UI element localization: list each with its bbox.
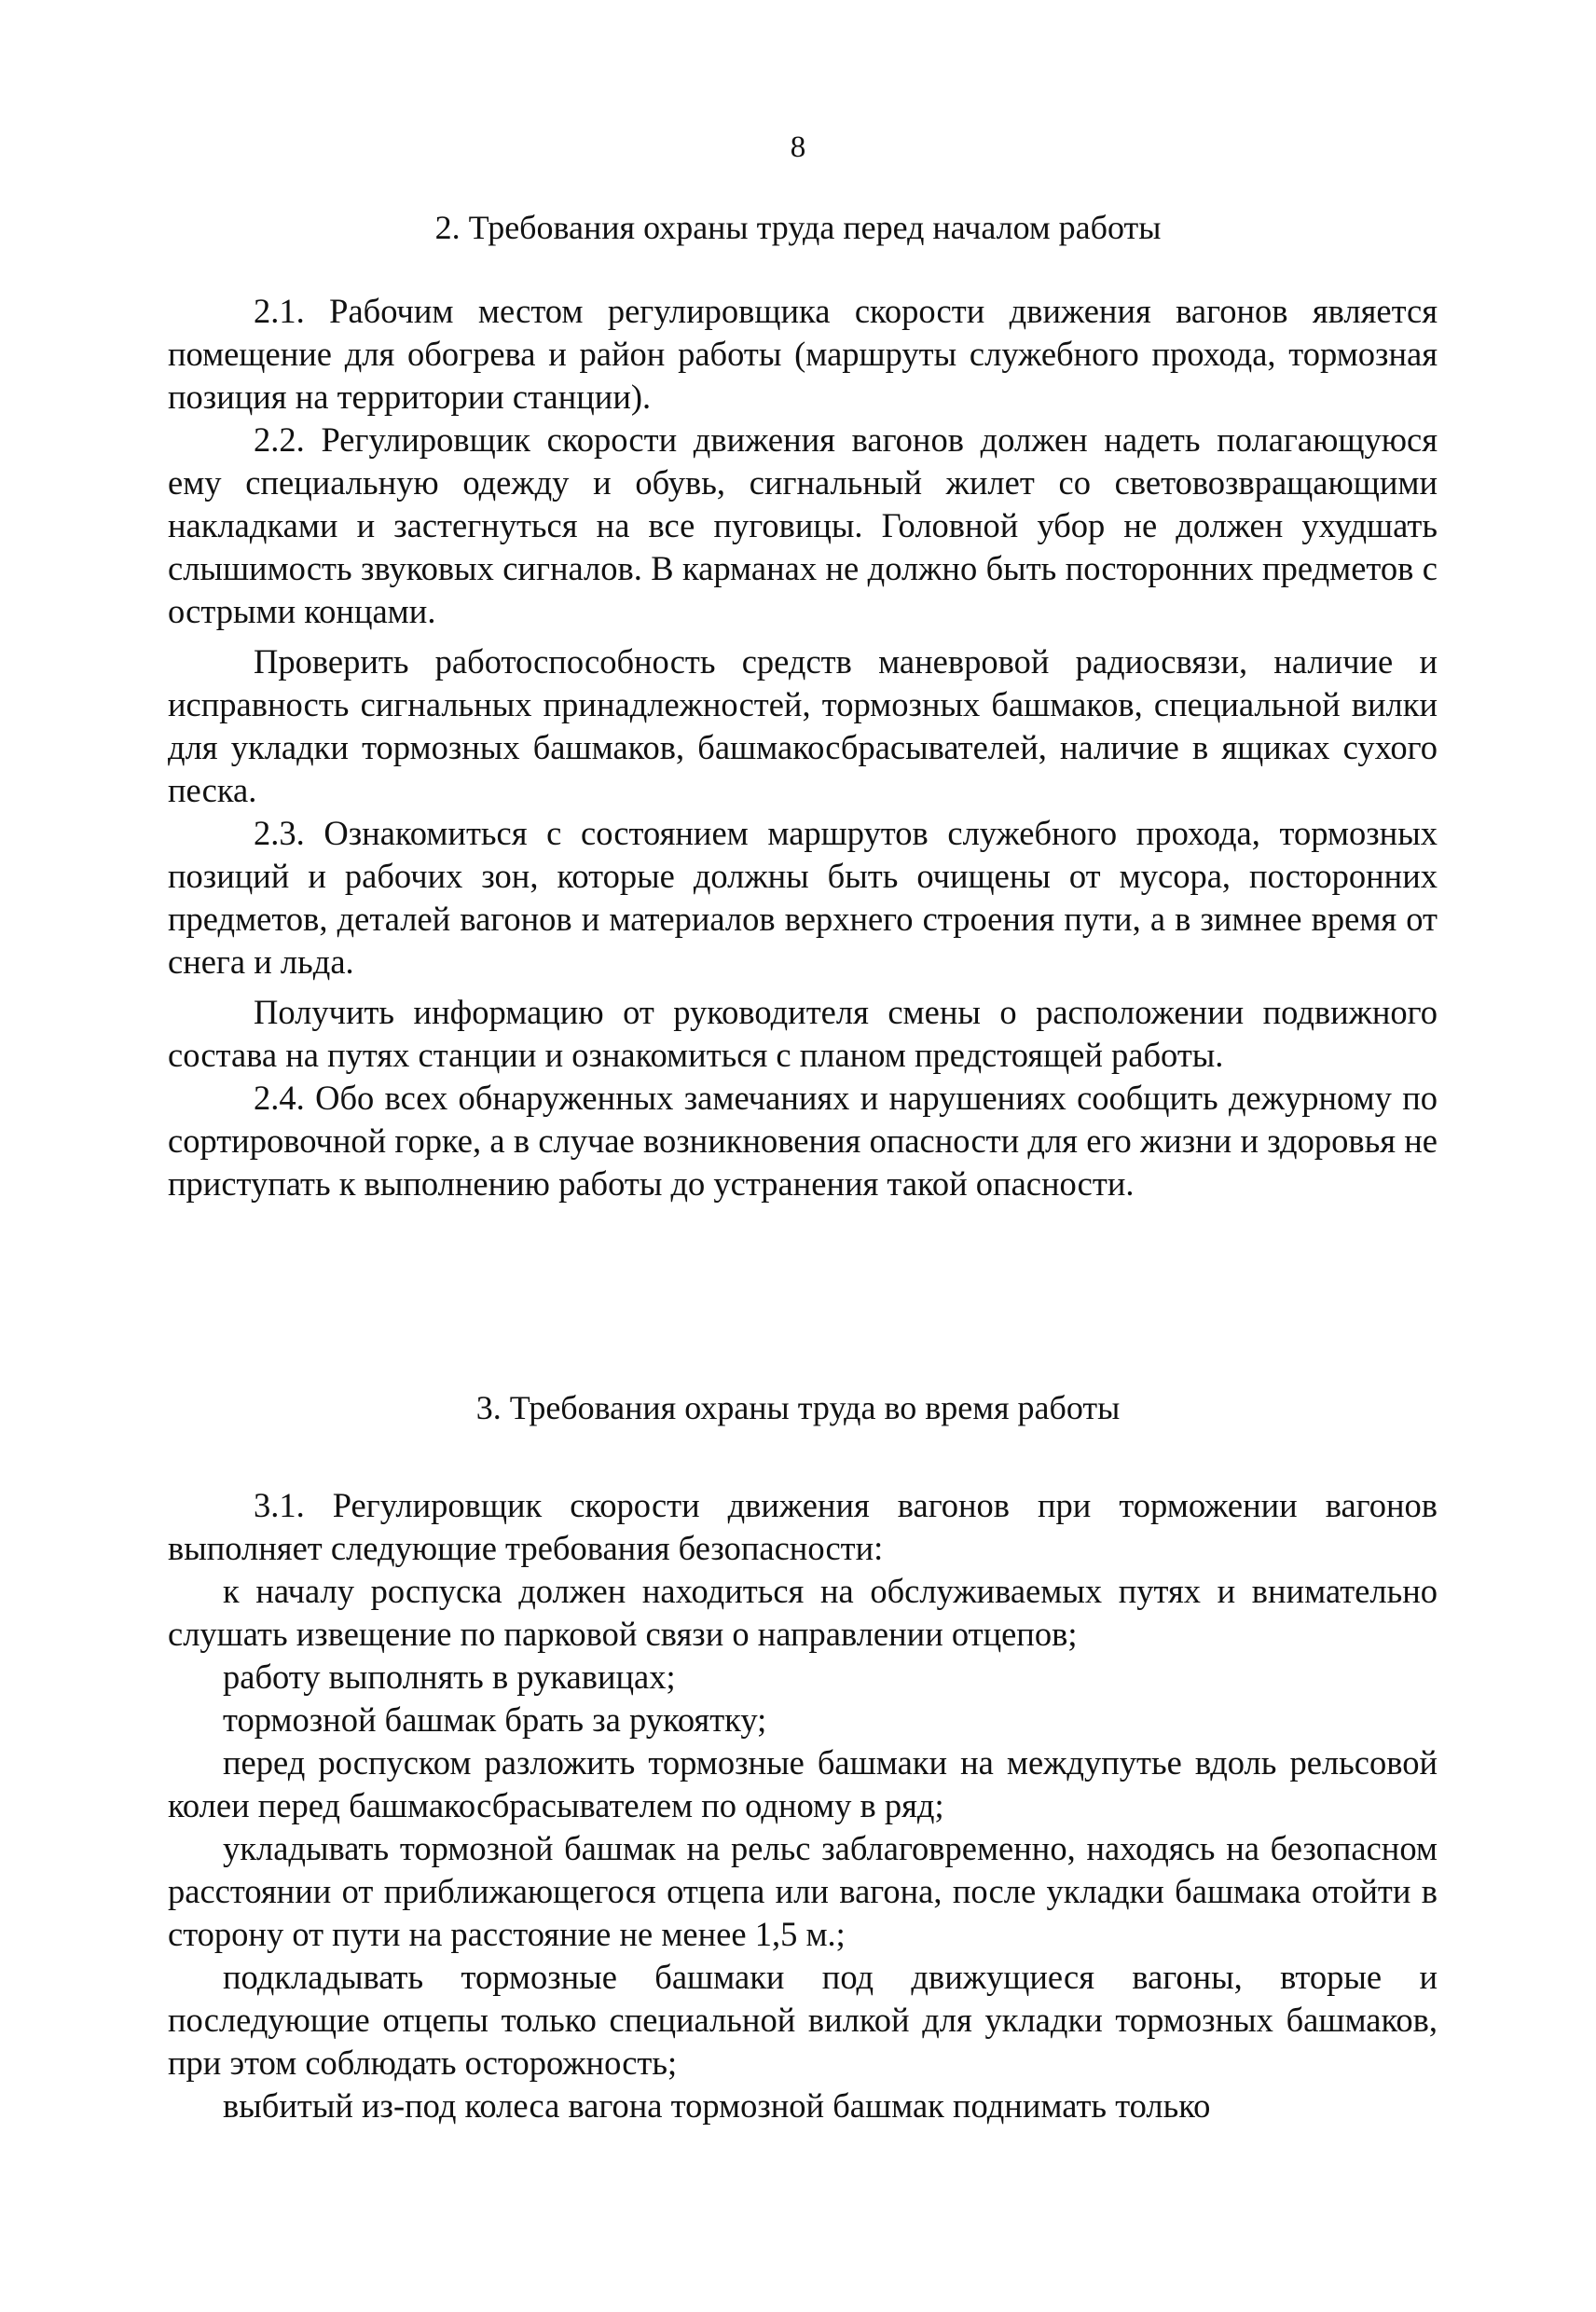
section-3-body (168, 1484, 1438, 2127)
paragraph-2-2-check: Проверить работоспособность средств маневровой радиосвязи, наличие и исправность сигнальных принадлежностей, тормозных башмаков, специальной вилки для укладки тормозных башмаков, башмакосбрасывателей, наличие в ящиках сухого песка. (168, 642, 1438, 809)
page-number: 8 (790, 131, 806, 164)
paragraph-3-1: 3.1. Регулировщик скорости движения вагонов при торможении вагонов выполняет следующие требования безопасности: (168, 1486, 1438, 1567)
section-3-title: 3. Требования охраны труда во время работы (475, 1389, 1121, 1426)
paragraph-2-3: 2.3. Ознакомиться с состоянием маршрутов служебного прохода, тормозных позиций и рабочих зон, которые должны быть очищены от мусора, посторонних предметов, деталей вагонов и материалов верхнего строения пути, а в зимнее время от снега и льда. (168, 814, 1438, 981)
section-2-body (168, 290, 1438, 1205)
section-2-title: 2. Требования охраны труда перед началом работы (434, 209, 1162, 246)
paragraph-2-2: 2.2. Регулировщик скорости движения вагонов должен надеть полагающуюся ему специальную одежду и обувь, сигнальный жилет со световозвращающими накладками и застегнуться на все пуговицы. Головной убор не должен ухудшать слышимость звуковых сигналов. В карманах не должно быть посторонних предметов с острыми концами. (168, 420, 1438, 630)
requirement-item: к началу роспуска должен находиться на обслуживаемых путях и внимательно слушать извещение по парковой связи о направлении отцепов; (168, 1572, 1438, 1653)
requirement-item: перед роспуском разложить тормозные башмаки на междупутье вдоль рельсовой колеи перед башмакосбрасывателем по одному в ряд; (168, 1743, 1438, 1824)
paragraph-2-3-info: Получить информацию от руководителя смены о расположении подвижного состава на путях станции и ознакомиться с планом предстоящей работы. (168, 993, 1438, 1074)
requirement-item: выбитый из-под колеса вагона тормозной башмак поднимать только (223, 2086, 1211, 2125)
requirement-item: укладывать тормозной башмак на рельс заблаговременно, находясь на безопасном расстоянии от приближающегося отцепа или вагона, после укладки башмака отойти в сторону от пути на расстояние не менее 1,5 м.; (168, 1829, 1438, 1953)
paragraph-2-4: 2.4. Обо всех обнаруженных замечаниях и нарушениях сообщить дежурному по сортировочной горке, а в случае возникновения опасности для его жизни и здоровья не приступать к выполнению работы до устранения такой опасности. (168, 1079, 1438, 1203)
paragraph-2-1: 2.1. Рабочим местом регулировщика скорости движения вагонов является помещение для обогрева и район работы (маршруты служебного прохода, тормозная позиция на территории станции). (168, 292, 1438, 416)
requirement-item: работу выполнять в рукавицах; (223, 1658, 676, 1696)
requirement-item: тормозной башмак брать за рукоятку; (223, 1700, 767, 1739)
requirement-item: подкладывать тормозные башмаки под движущиеся вагоны, вторые и последующие отцепы только специальной вилкой для укладки тормозных башмаков, при этом соблюдать осторожность; (168, 1958, 1438, 2082)
